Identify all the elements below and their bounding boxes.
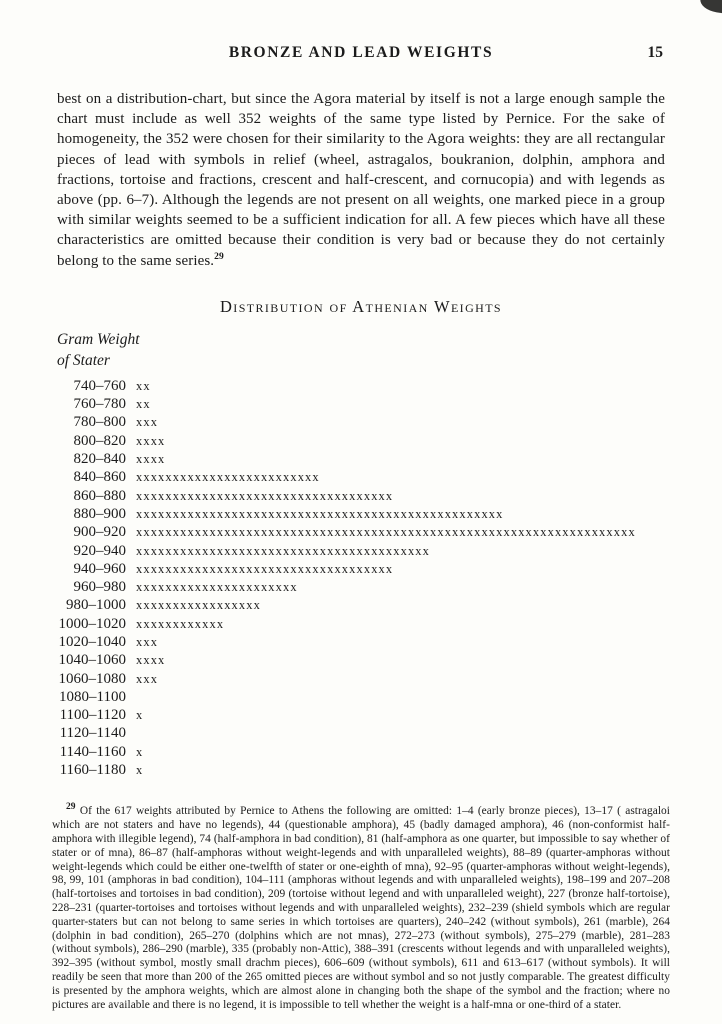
page-number: 15: [647, 44, 663, 61]
x-markers: xxxxxxxxxxxxxxxxxxxxxx: [136, 580, 298, 595]
y-axis-label-line1: Gram Weight: [57, 330, 140, 348]
weight-range-label: 940–960: [73, 560, 126, 577]
chart-row: [57, 744, 722, 762]
x-markers: xxxxxxxxxxxxxxxxxxxxxxxxxxxxxxxxxxx: [136, 561, 394, 576]
weight-range-label: 1100–1120: [59, 707, 126, 724]
x-markers: x: [136, 708, 144, 723]
weight-range-label: 860–880: [73, 487, 126, 504]
chart-row: [57, 616, 722, 634]
chart-row: [57, 451, 722, 469]
scan-artifact: [699, 0, 722, 14]
weight-range-label: 800–820: [73, 432, 126, 449]
running-head: [57, 44, 665, 62]
weight-range-label: 960–980: [73, 579, 126, 596]
chart-row: [57, 488, 722, 506]
chart-row: [57, 689, 722, 707]
y-axis-label-line2: of Stater: [57, 351, 110, 369]
chart-row: [57, 652, 722, 670]
chart-row: [57, 561, 722, 579]
x-markers: xx: [136, 397, 151, 412]
chart-rows: [57, 378, 722, 781]
distribution-chart: [57, 378, 722, 781]
weight-range-label: 740–760: [73, 377, 126, 394]
x-markers: xxx: [136, 415, 159, 430]
x-markers: xxxxxxxxxxxx: [136, 616, 225, 631]
chart-row: [57, 433, 722, 451]
weight-range-label: 1140–1160: [59, 743, 126, 760]
chart-row: [57, 671, 722, 689]
weight-range-label: 1120–1140: [59, 725, 126, 742]
x-markers: xxxx: [136, 433, 166, 448]
x-markers: xx: [136, 378, 151, 393]
x-markers: xxxxxxxxxxxxxxxxxxxxxxxxxxxxxxxxxxxxxxxx: [136, 543, 430, 558]
weight-range-label: 880–900: [73, 505, 126, 522]
footnote-number: 29: [66, 802, 76, 813]
weight-range-label: 1160–1180: [59, 762, 126, 779]
x-markers: xxxxxxxxxxxxxxxxxxxxxxxxxxxxxxxxxxxxxxxxxxxxxxxxxx: [136, 506, 504, 521]
weight-range-label: 980–1000: [66, 597, 126, 614]
x-markers: x: [136, 744, 144, 759]
chart-row: [57, 634, 722, 652]
chart-title: Distribution of Athenian Weights: [219, 296, 503, 316]
footnote-reference: 29: [214, 251, 224, 262]
x-markers: xxx: [136, 671, 159, 686]
chart-row: [57, 414, 722, 432]
weight-range-label: 780–800: [73, 414, 126, 431]
chart-row: [57, 396, 722, 414]
weight-range-label: 760–780: [73, 396, 126, 413]
chart-row: [57, 469, 722, 487]
x-markers: xxxx: [136, 452, 166, 467]
chart-y-axis-label: [57, 329, 722, 371]
x-markers: xxxxxxxxxxxxxxxxxxxxxxxxx: [136, 470, 320, 485]
weight-range-label: 1040–1060: [58, 652, 126, 669]
weight-range-label: 840–860: [73, 469, 126, 486]
weight-range-label: 1080–1100: [59, 688, 126, 705]
weight-range-label: 900–920: [73, 524, 126, 541]
chart-row: [57, 762, 722, 780]
weight-range-label: 820–840: [73, 451, 126, 468]
x-markers: xxx: [136, 634, 159, 649]
x-markers: x: [136, 763, 144, 778]
footnote: [52, 802, 670, 1012]
weight-range-label: 1000–1020: [58, 615, 126, 632]
chart-row: [57, 707, 722, 725]
x-markers: xxxxxxxxxxxxxxxxx: [136, 598, 261, 613]
x-markers: xxxxxxxxxxxxxxxxxxxxxxxxxxxxxxxxxxxxxxxxxxxxxxxxxxxxxxxxxxxxxxxxxxxx: [136, 525, 636, 540]
x-markers: xxxx: [136, 653, 166, 668]
body-paragraph-text: best on a distribution-chart, but since the Agora material by itself is not a large enough sample the chart must include as well 352 weights of the same type listed by Pernice. For the sake of homogeneity, the 352 were chosen for their similarity to the Agora weights: they are all rectangular pieces of lead with symbols in relief (wheel, astragalos, boukranion, dolphin, amphora and fractions, tortoise and fractions, crescent and half-crescent, and cornucopia) and with legends as above (pp. 6–7). Although the legends are not present on all weights, one marked piece in a group with similar weights seemed to be a sufficient indication for all. A few pieces which have all these characteristics are omitted because their condition is very bad or because they do not certainly belong to the same series.: [57, 91, 665, 269]
chart-row: [57, 506, 722, 524]
chart-row: [57, 378, 722, 396]
chart-row: [57, 524, 722, 542]
chart-row: [57, 725, 722, 743]
body-paragraph: [57, 89, 665, 271]
weight-range-label: 1060–1080: [58, 670, 126, 687]
chart-row: [57, 543, 722, 561]
weight-range-label: 1020–1040: [58, 633, 126, 650]
x-markers: xxxxxxxxxxxxxxxxxxxxxxxxxxxxxxxxxxx: [136, 488, 394, 503]
chart-row: [57, 579, 722, 597]
weight-range-label: 920–940: [73, 542, 126, 559]
footnote-text: Of the 617 weights attributed by Pernice to Athens the following are omitted: 1–4 (early bronze pieces), 13–17 ( astragaloi which are not staters and have no legends), 44 (questionable amphora), 45 (badly damaged amphora), 46 (non-conformist half-amphora with illegible legend), 74 (half-amphora in bad condition), 81 (half-amphora as one quarter, but impossible to say whether of stater or of mna), 86–87 (half-amphoras without weight-legends and with unparalleled weights), 88–89 (quarter-amphoras without weight-legends which could be either one-twelfth of stater or one-eighth of mna), 92–95 (quarter-amphoras without weight-legends), 98, 99, 101 (amphoras in bad condition), 104–111 (amphoras without legends and with unparalleled weights), 198–199 and 207–208 (half-tortoises and tortoises in bad condition), 209 (tortoise without legend and with unparalleled weight), 227 (bronze half-tortoise), 228–231 (quarter-tortoises and tortoises without legends and with unparalleled weights), 232–239 (shield symbols which are regular quarter-staters but can not belong to same series in which tortoises are quarters), 240–242 (without symbols), 261 (marble), 264 (dolphin in bad condition), 265–270 (dolphins which are not mnas), 272–273 (without symbols), 275–279 (marble), 281–283 (without symbols), 286–290 (marble), 335 (probably non-Attic), 388–391 (crescents without legends and with unparalleled weights), 392–395 (without symbol, mostly small drachm pieces), 606–609 (without symbols), 611 and 613–617 (without symbols). It will readily be seen that more than 200 of the 265 omitted pieces are without symbol and so not justly comparable. The greatest difficulty is presented by the amphora weights, which are almost alone in changing both the shape of the symbol and the fraction; where no pictures are available and there is no legend, it is impossible to tell whether the weight is a half-mna or one-third of a stater.: [52, 805, 670, 1011]
chart-row: [57, 597, 722, 615]
page-title: BRONZE AND LEAD WEIGHTS: [228, 44, 494, 61]
